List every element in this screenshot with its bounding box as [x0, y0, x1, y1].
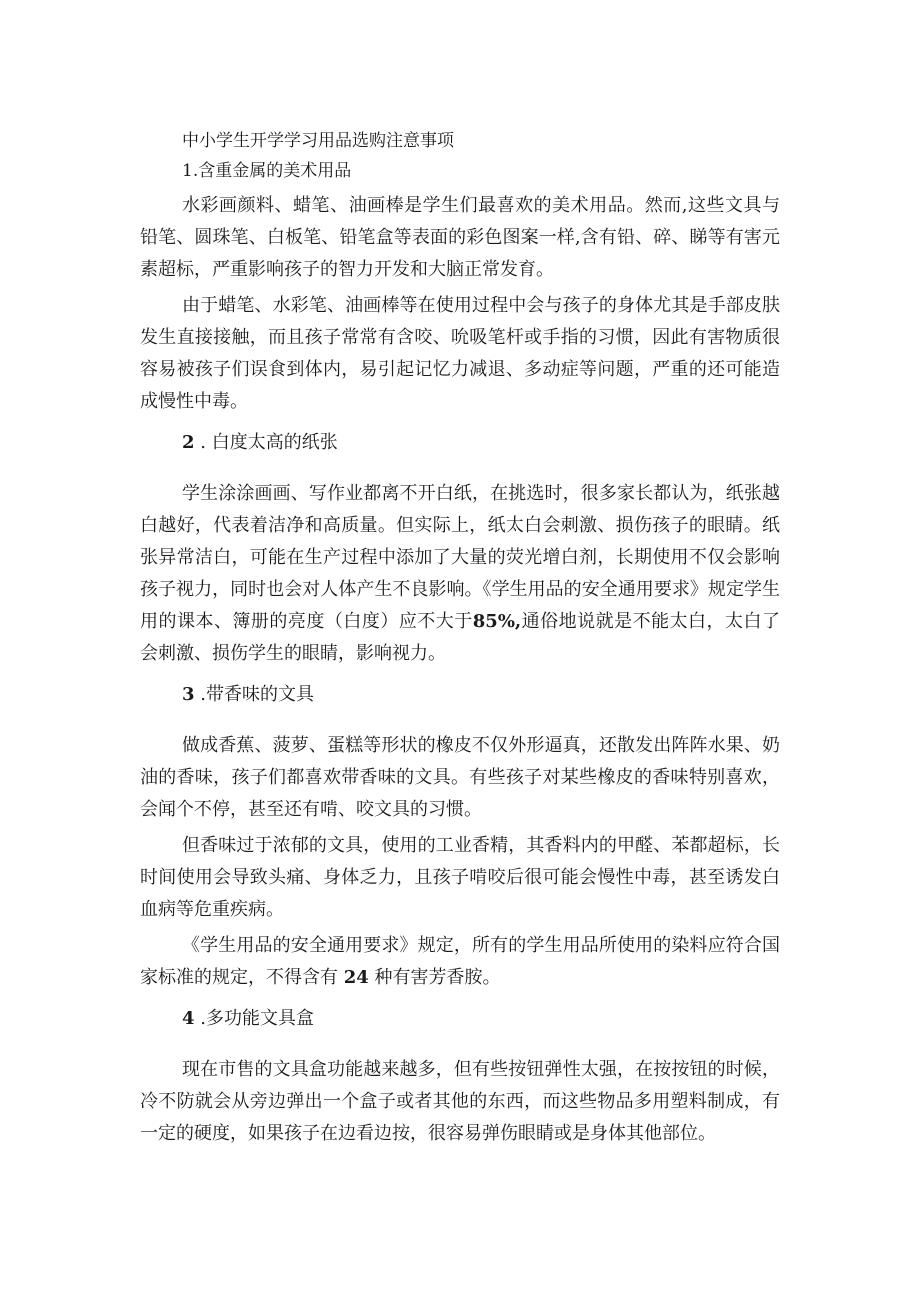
paragraph: [140, 930, 780, 994]
section-title: .多功能文具盒: [194, 1008, 314, 1029]
paragraph: 水彩画颜料、蜡笔、油画棒是学生们最喜欢的美术用品。然而,这些文具与铅笔、圆珠笔、白板笔、铅笔盒等表面的彩色图案一样,含有铅、碎、睇等有害元素超标，严重影响孩子的智力开发和大脑正常发育。: [140, 195, 780, 280]
document-body: [140, 126, 780, 1150]
section-heading-1: [140, 156, 780, 186]
paragraph-text: 《学生用品的安全通用要求》规定，所有的学生用品所使用的染料应符合国家标准的规定，不得含有: [140, 935, 780, 988]
paragraph: 由于蜡笔、水彩笔、油画棒等在使用过程中会与孩子的身体尤其是手部皮肤发生直接接触，而且孩子常常有含咬、吮吸笔杆或手指的习惯，因此有害物质很容易被孩子们误食到体内，易引起记忆力减退、多动症等问题，严重的还可能造成慢性中毒。: [140, 295, 780, 412]
paragraph-text: 通俗地说就是不能太白，太白了会刺激、损伤学生的眼睛，影响视力。: [140, 611, 781, 664]
section-number: 1.: [182, 161, 199, 181]
section-title: .带香味的文具: [194, 684, 314, 705]
brightness-limit: 85%,: [472, 611, 522, 632]
paragraph: 但香味过于浓郁的文具，使用的工业香精，其香料内的甲醛、苯都超标，长时间使用会导致头痛、身体乏力，且孩子啃咬后很可能会慢性中毒，甚至诱发白血病等危重疾病。: [140, 835, 780, 920]
paragraph: [140, 478, 780, 670]
paragraph: 做成香蕉、菠萝、蛋糕等形状的橡皮不仅外形逼真，还散发出阵阵水果、奶油的香味，孩子们都喜欢带香味的文具。有些孩子对某些橡皮的香味特别喜欢，会闻个不停，甚至还有啃、咬文具的习惯。: [140, 735, 780, 820]
document-title: 中小学生开学学习用品选购注意事项: [182, 131, 454, 151]
section-title: 含重金属的美术用品: [198, 161, 352, 181]
paragraph-text: 学生涂涂画画、写作业都离不开白纸，在挑选时，很多家长都认为，纸张越白越好，代表着洁净和高质量。但实际上，纸太白会刺激、损伤孩子的眼睛。纸张异常洁白，可能在生产过程中添加了大量的荧光增白剂，长期使用不仅会影响孩子视力，同时也会对人体产生不良影响。《学生用品的安全通用要求》规定学生用的课本、簿册的亮度（白度）应不大于: [140, 483, 780, 632]
section-heading-3: [140, 680, 780, 710]
section-heading-2: [140, 428, 780, 458]
paragraph-text: 种有害芳香胺。: [374, 967, 501, 988]
amine-count: 24: [343, 967, 369, 988]
section-number: 3: [182, 684, 195, 705]
section-title: . 白度太高的纸张: [194, 432, 338, 453]
section-number: 4: [182, 1008, 195, 1029]
paragraph: 现在市售的文具盒功能越来越多，但有些按钮弹性太强，在按按钮的时候，冷不防就会从旁边弹出一个盒子或者其他的东西，而这些物品多用塑料制成，有一定的硬度，如果孩子在边看边按，很容易弹伤眼睛或是身体其他部位。: [140, 1059, 780, 1144]
section-heading-4: [140, 1004, 780, 1034]
section-number: 2: [182, 432, 195, 453]
